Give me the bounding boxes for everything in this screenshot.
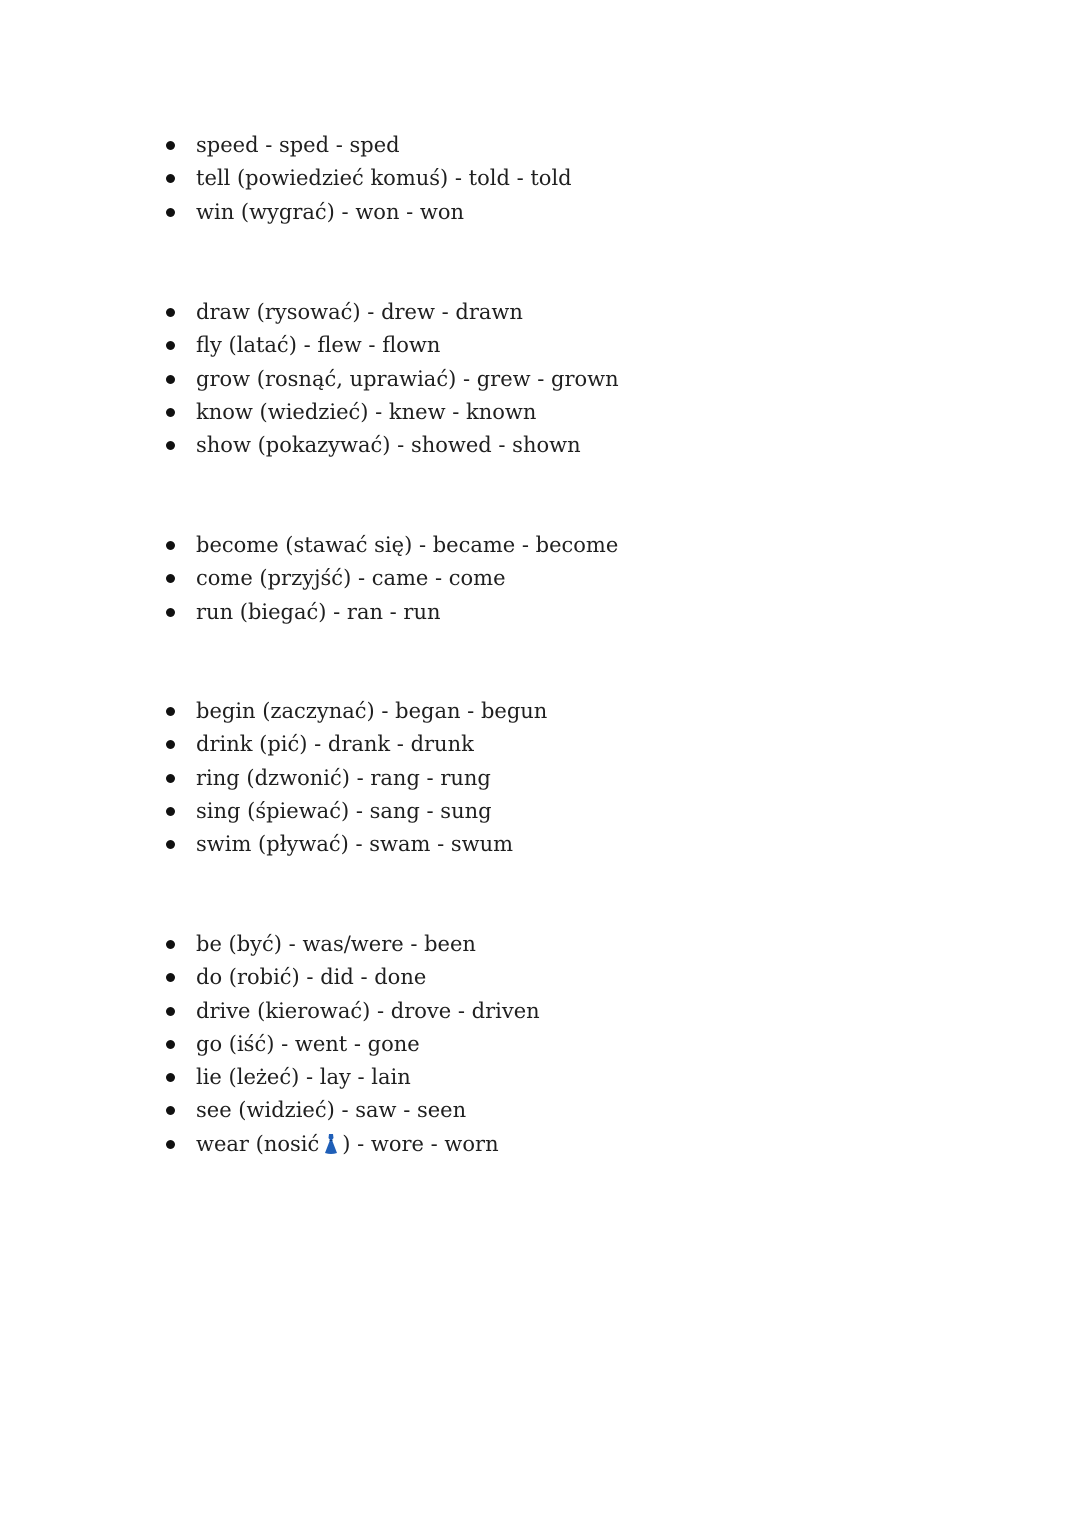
list-item: sing (śpiewać) - sang - sung [163,795,963,828]
bullet-icon [166,308,175,317]
bullet-icon [166,1073,175,1082]
verb-group-3 [163,529,963,629]
list-item: speed - sped - sped [163,129,963,162]
list-item: drink (pić) - drank - drunk [163,728,963,761]
list-item: swim (pływać) - swam - swum [163,828,963,861]
list-item: know (wiedzieć) - knew - known [163,396,963,429]
list-item: tell (powiedzieć komuś) - told - told [163,162,963,195]
bullet-icon [166,174,175,183]
verb-group-5 [163,928,963,1161]
verb-group-1 [163,129,963,229]
bullet-icon [166,807,175,816]
bullet-icon [166,940,175,949]
list-item: go (iść) - went - gone [163,1028,963,1061]
verb-group-4 [163,695,963,861]
bullet-icon [166,341,175,350]
list-item: ring (dzwonić) - rang - rung [163,762,963,795]
bullet-icon [166,973,175,982]
list-item: run (biegać) - ran - run [163,596,963,629]
bullet-icon [166,1106,175,1115]
list-item: win (wygrać) - won - won [163,196,963,229]
list-item: be (być) - was/were - been [163,928,963,961]
bullet-icon [166,375,175,384]
list-item: show (pokazywać) - showed - shown [163,429,963,462]
bullet-icon [166,840,175,849]
dress-icon [321,1133,341,1155]
list-item: wear (nosić ) - wore - worn [163,1128,963,1161]
bullet-icon [166,408,175,417]
bullet-icon [166,1140,175,1149]
bullet-icon [166,541,175,550]
list-item: see (widzieć) - saw - seen [163,1094,963,1127]
bullet-icon [166,1040,175,1049]
bullet-icon [166,774,175,783]
bullet-icon [166,574,175,583]
list-item: become (stawać się) - became - become [163,529,963,562]
list-item: draw (rysować) - drew - drawn [163,296,963,329]
bullet-icon [166,740,175,749]
list-item: begin (zaczynać) - began - begun [163,695,963,728]
list-item: do (robić) - did - done [163,961,963,994]
bullet-icon [166,141,175,150]
bullet-icon [166,707,175,716]
list-item: fly (latać) - flew - flown [163,329,963,362]
bullet-icon [166,441,175,450]
bullet-icon [166,208,175,217]
bullet-icon [166,1007,175,1016]
bullet-icon [166,608,175,617]
list-item: come (przyjść) - came - come [163,562,963,595]
list-item: lie (leżeć) - lay - lain [163,1061,963,1094]
verb-group-2 [163,296,963,462]
list-item: grow (rosnąć, uprawiać) - grew - grown [163,363,963,396]
list-item: drive (kierować) - drove - driven [163,995,963,1028]
